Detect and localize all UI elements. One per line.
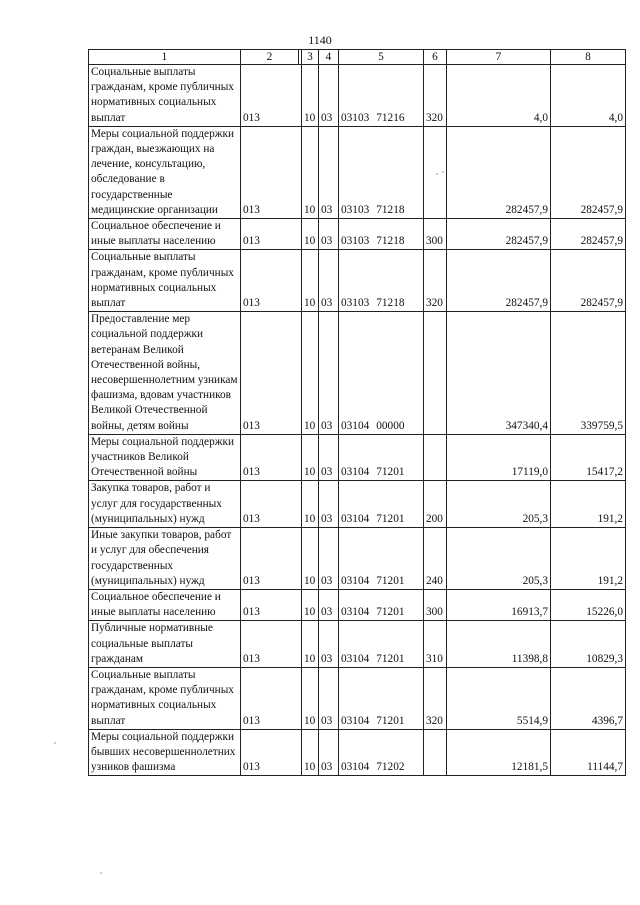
ministry-code: 013 [241,65,299,127]
row-description: Предоставление мер социальной поддержки ветеранам Великой Отечественной войны, несовершеннолетним узникам фашизма, вдовам участников Великой Отечественной войны, детям войны [89,312,241,435]
subsection-code: 03 [319,621,339,668]
row-description: Социальное обеспечение и иные выплаты населению [89,219,241,250]
program-code: 03104 [341,606,370,619]
amount-year-2: 15417,2 [551,434,626,481]
row-description: Закупка товаров, работ и услуг для государственных (муниципальных) нужд [89,481,241,528]
program-direction-code [339,219,424,250]
table-row [89,667,626,729]
ministry-code: 013 [241,667,299,729]
expense-type-code [424,434,447,481]
expense-type-code: 320 [424,250,447,312]
subsection-code: 03 [319,481,339,528]
scan-speck [54,742,56,744]
direction-code: 71201 [376,714,405,727]
direction-code: 71218 [376,235,405,248]
subsection-code: 03 [319,434,339,481]
amount-year-1: 11398,8 [447,621,551,668]
page-number: 1140 [308,33,332,47]
ministry-code: 013 [241,250,299,312]
ministry-code: 013 [241,528,299,590]
header-cell: 3 [302,50,319,65]
scan-speck [100,872,102,874]
column-number-header-row [89,50,626,65]
program-direction-code [339,434,424,481]
program-code: 03104 [341,714,370,727]
program-direction-code [339,250,424,312]
row-description: Социальное обеспечение и иные выплаты населению [89,589,241,620]
budget-table [88,49,626,776]
amount-year-2: 10829,3 [551,621,626,668]
amount-year-1: 205,3 [447,528,551,590]
row-description: Публичные нормативные социальные выплаты гражданам [89,621,241,668]
direction-code: 71201 [376,466,405,479]
section-code: 10 [302,729,319,776]
program-direction-code [339,481,424,528]
amount-year-1: 5514,9 [447,667,551,729]
section-code: 10 [302,667,319,729]
program-code: 03104 [341,574,370,587]
header-cell: 5 [339,50,424,65]
amount-year-2: 191,2 [551,481,626,528]
ministry-code: 013 [241,219,299,250]
amount-year-2: 15226,0 [551,589,626,620]
section-code: 10 [302,312,319,435]
table-row [89,65,626,127]
table-row [89,219,626,250]
expense-type-code: 300 [424,219,447,250]
row-description: Социальные выплаты гражданам, кроме публичных нормативных социальных выплат [89,667,241,729]
amount-year-2: 4396,7 [551,667,626,729]
section-code: 10 [302,250,319,312]
subsection-code: 03 [319,219,339,250]
subsection-code: 03 [319,65,339,127]
table-row [89,729,626,776]
subsection-code: 03 [319,589,339,620]
program-direction-code [339,312,424,435]
program-direction-code [339,729,424,776]
amount-year-2: 282457,9 [551,219,626,250]
direction-code: 71202 [376,761,405,774]
ministry-code: 013 [241,621,299,668]
amount-year-1: 347340,4 [447,312,551,435]
table-row [89,312,626,435]
program-direction-code [339,621,424,668]
program-code: 03104 [341,761,370,774]
direction-code: 71218 [376,297,405,310]
expense-type-code [424,312,447,435]
subsection-code: 03 [319,126,339,218]
amount-year-2: 282457,9 [551,126,626,218]
table-row [89,589,626,620]
header-cell: 6 [424,50,447,65]
row-description: Иные закупки товаров, работ и услуг для обеспечения государственных (муниципальных) нужд [89,528,241,590]
program-code: 03103 [341,111,370,124]
section-code: 10 [302,528,319,590]
expense-type-code [424,729,447,776]
header-cell: 2 [241,50,299,65]
subsection-code: 03 [319,667,339,729]
expense-type-code: 300 [424,589,447,620]
table-row [89,126,626,218]
ministry-code: 013 [241,481,299,528]
subsection-code: 03 [319,729,339,776]
section-code: 10 [302,481,319,528]
amount-year-2: 282457,9 [551,250,626,312]
table-row [89,528,626,590]
amount-year-2: 339759,5 [551,312,626,435]
row-description: Меры социальной поддержки участников Великой Отечественной войны [89,434,241,481]
direction-code: 71201 [376,606,405,619]
amount-year-1: 282457,9 [447,250,551,312]
program-code: 03104 [341,466,370,479]
subsection-code: 03 [319,528,339,590]
program-code: 03104 [341,419,370,432]
program-code: 03103 [341,297,370,310]
amount-year-2: 191,2 [551,528,626,590]
amount-year-1: 282457,9 [447,126,551,218]
direction-code: 00000 [376,419,405,432]
direction-code: 71201 [376,574,405,587]
amount-year-1: 17119,0 [447,434,551,481]
amount-year-2: 4,0 [551,65,626,127]
amount-year-2: 11144,7 [551,729,626,776]
section-code: 10 [302,434,319,481]
table-row [89,250,626,312]
program-direction-code [339,589,424,620]
expense-type-code: 240 [424,528,447,590]
header-cell: 8 [551,50,626,65]
row-description: Меры социальной поддержки бывших несовершеннолетних узников фашизма [89,729,241,776]
amount-year-1: 4,0 [447,65,551,127]
ministry-code: 013 [241,312,299,435]
table-row [89,481,626,528]
row-description: Социальные выплаты гражданам, кроме публичных нормативных социальных выплат [89,250,241,312]
ministry-code: 013 [241,434,299,481]
amount-year-1: 16913,7 [447,589,551,620]
ministry-code: 013 [241,126,299,218]
program-direction-code [339,667,424,729]
direction-code: 71201 [376,652,405,665]
row-description: Меры социальной поддержки граждан, выезжающих на лечение, консультацию, обследование в государственные медицинские организации [89,126,241,218]
amount-year-1: 205,3 [447,481,551,528]
program-code: 03104 [341,652,370,665]
scan-speck [436,173,438,175]
ministry-code: 013 [241,729,299,776]
program-code: 03104 [341,512,370,525]
subsection-code: 03 [319,312,339,435]
direction-code: 71201 [376,512,405,525]
ministry-code: 013 [241,589,299,620]
section-code: 10 [302,65,319,127]
direction-code: 71216 [376,111,405,124]
section-code: 10 [302,621,319,668]
program-code: 03103 [341,203,370,216]
header-cell: 1 [89,50,241,65]
header-cell: 7 [447,50,551,65]
section-code: 10 [302,589,319,620]
expense-type-code: 200 [424,481,447,528]
program-direction-code [339,126,424,218]
scan-speck [442,171,444,173]
amount-year-1: 12181,5 [447,729,551,776]
direction-code: 71218 [376,203,405,216]
expense-type-code: 320 [424,65,447,127]
expense-type-code: 310 [424,621,447,668]
subsection-code: 03 [319,250,339,312]
program-direction-code [339,65,424,127]
section-code: 10 [302,126,319,218]
row-description: Социальные выплаты гражданам, кроме публичных нормативных социальных выплат [89,65,241,127]
table-row [89,621,626,668]
header-cell: 4 [319,50,339,65]
program-direction-code [339,528,424,590]
expense-type-code: 320 [424,667,447,729]
program-code: 03103 [341,235,370,248]
section-code: 10 [302,219,319,250]
table-row [89,434,626,481]
amount-year-1: 282457,9 [447,219,551,250]
